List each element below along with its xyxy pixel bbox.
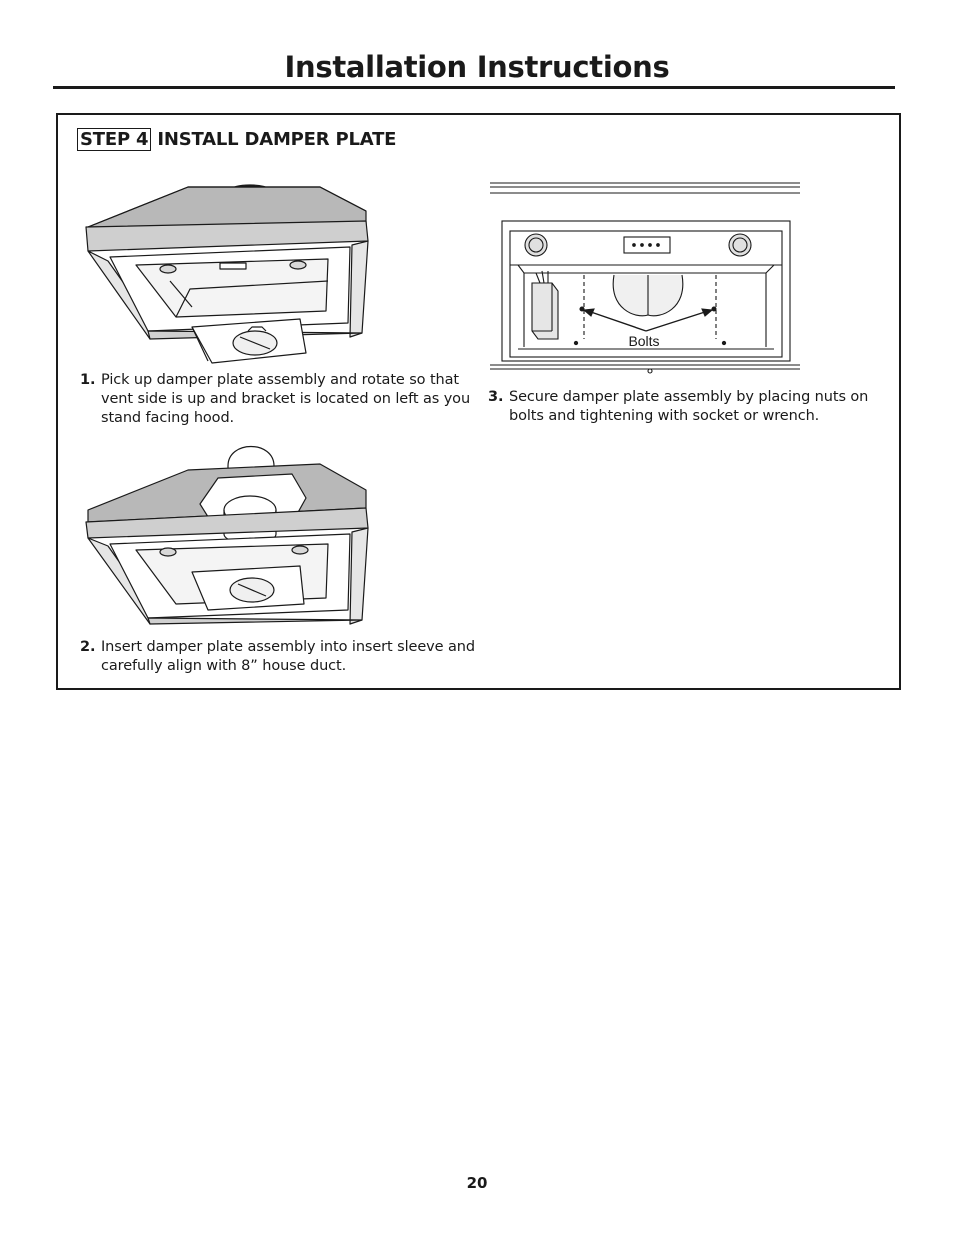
step-title: INSTALL DAMPER PLATE xyxy=(157,129,397,150)
figure-1-hood-damper-below xyxy=(80,181,370,371)
instruction-1 xyxy=(80,371,495,428)
instruction-2-text: Insert damper plate assembly into insert sleeve and carefully align with 8” house duct. xyxy=(101,639,475,674)
page-title: Installation Instructions xyxy=(284,50,670,84)
step-tag: STEP 4 xyxy=(77,128,151,151)
bolts-label: Bolts xyxy=(628,333,660,349)
instruction-3-number: 3. xyxy=(488,389,504,405)
page-number: 20 xyxy=(466,1174,488,1192)
instruction-3 xyxy=(488,388,877,426)
title-rule xyxy=(53,86,895,89)
figure-2-damper-inserted xyxy=(80,438,370,630)
instruction-3-text: Secure damper plate assembly by placing nuts on bolts and tightening with socket or wrench. xyxy=(509,389,869,424)
instruction-1-number: 1. xyxy=(80,372,96,388)
instruction-2 xyxy=(80,638,481,676)
step-heading xyxy=(77,129,396,150)
step-box xyxy=(56,113,901,690)
figure-3-front-view-bolts xyxy=(488,179,804,379)
instruction-1-text: Pick up damper plate assembly and rotate so that vent side is up and bracket is located on left as you stand facing hood. xyxy=(101,372,471,426)
instruction-2-number: 2. xyxy=(80,639,96,655)
